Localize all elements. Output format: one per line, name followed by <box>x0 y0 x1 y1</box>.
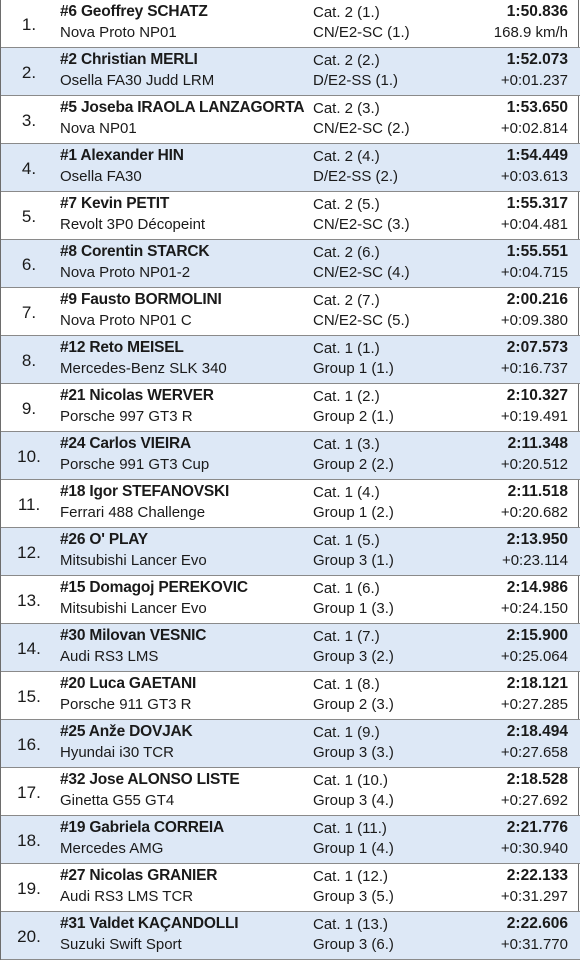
car-model: Mercedes-Benz SLK 340 <box>60 360 227 377</box>
class-rank: Group 3 (1.) <box>313 552 394 569</box>
lap-time: 2:11.348 <box>507 435 568 452</box>
position-number: 18. <box>17 831 41 850</box>
lap-time: 2:15.900 <box>506 627 568 644</box>
lap-time: 1:54.449 <box>506 147 568 164</box>
car-model: Porsche 997 GT3 R <box>60 408 193 425</box>
lap-time: 1:55.551 <box>506 243 568 260</box>
position-number: 6. <box>21 255 37 274</box>
category-rank: Cat. 1 (5.) <box>313 532 380 549</box>
car-model: Audi RS3 LMS <box>60 648 159 665</box>
lap-time: 2:21.776 <box>506 819 568 836</box>
category-rank: Cat. 2 (3.) <box>313 100 380 117</box>
class-rank: Group 1 (4.) <box>313 840 394 857</box>
class-rank: Group 3 (6.) <box>313 936 394 953</box>
lap-time: 1:55.317 <box>506 195 568 212</box>
driver-name: #21 Nicolas WERVER <box>60 387 214 404</box>
driver-name: #8 Corentin STARCK <box>60 243 210 260</box>
category-rank: Cat. 1 (2.) <box>313 388 380 405</box>
table-row <box>1 672 580 720</box>
class-rank: CN/E2-SC (3.) <box>313 216 410 233</box>
driver-name: #12 Reto MEISEL <box>60 339 184 356</box>
car-model: Audi RS3 LMS TCR <box>60 888 194 905</box>
category-rank: Cat. 1 (13.) <box>313 916 389 933</box>
position-number: 8. <box>21 351 37 370</box>
position-number: 17. <box>17 783 41 802</box>
table-row <box>1 624 580 672</box>
class-rank: Group 1 (2.) <box>313 504 394 521</box>
position-number: 4. <box>21 159 37 178</box>
table-row <box>1 432 580 480</box>
table-row <box>1 768 580 816</box>
position-number: 13. <box>17 591 41 610</box>
lap-time: 1:53.650 <box>506 99 568 116</box>
car-model: Porsche 911 GT3 R <box>60 696 192 713</box>
table-row <box>1 144 580 192</box>
lap-time: 2:18.494 <box>506 723 568 740</box>
gap-to-leader: +0:23.114 <box>501 552 568 569</box>
driver-name: #15 Domagoj PEREKOVIC <box>60 579 248 596</box>
class-rank: Group 3 (2.) <box>313 648 394 665</box>
gap-to-leader: +0:27.658 <box>500 744 568 761</box>
car-model: Suzuki Swift Sport <box>60 936 182 953</box>
position-number: 3. <box>21 111 37 130</box>
gap-to-leader: +0:20.682 <box>500 504 568 521</box>
category-rank: Cat. 1 (10.) <box>313 772 389 789</box>
class-rank: CN/E2-SC (2.) <box>313 120 410 137</box>
position-number: 14. <box>17 639 41 658</box>
category-rank: Cat. 2 (6.) <box>313 244 380 261</box>
car-model: Ferrari 488 Challenge <box>60 504 206 521</box>
table-row <box>1 576 580 624</box>
category-rank: Cat. 1 (1.) <box>313 340 380 357</box>
lap-time: 2:22.606 <box>506 915 568 932</box>
car-model: Revolt 3P0 Décopeint <box>60 216 206 233</box>
table-row <box>1 528 580 576</box>
gap-to-leader: +0:19.491 <box>500 408 568 425</box>
driver-name: #19 Gabriela CORREIA <box>60 819 224 836</box>
gap-to-leader: +0:16.737 <box>500 360 568 377</box>
gap-to-leader: +0:02.814 <box>500 120 568 137</box>
table-row <box>1 864 580 912</box>
car-model: Nova Proto NP01 C <box>60 312 192 329</box>
lap-time: 2:00.216 <box>506 291 568 308</box>
driver-name: #7 Kevin PETIT <box>60 195 170 212</box>
category-rank: Cat. 1 (11.) <box>313 820 387 837</box>
lap-time: 1:50.836 <box>506 3 568 20</box>
gap-to-leader: +0:24.150 <box>500 600 568 617</box>
car-model: Mitsubishi Lancer Evo <box>60 552 207 569</box>
position-number: 2. <box>21 63 37 82</box>
lap-time: 1:52.073 <box>506 51 568 68</box>
category-rank: Cat. 1 (7.) <box>313 628 380 645</box>
lap-time: 2:14.986 <box>506 579 568 596</box>
table-row <box>1 384 580 432</box>
category-rank: Cat. 1 (12.) <box>313 868 389 885</box>
lap-time: 2:07.573 <box>506 339 568 356</box>
table-row <box>1 912 580 960</box>
class-rank: Group 2 (2.) <box>313 456 394 473</box>
table-row <box>1 48 580 96</box>
driver-name: #32 Jose ALONSO LISTE <box>60 771 240 788</box>
gap-to-leader: +0:04.715 <box>500 264 568 281</box>
class-rank: D/E2-SS (2.) <box>313 168 399 185</box>
class-rank: Group 1 (1.) <box>313 360 394 377</box>
position-number: 5. <box>21 207 37 226</box>
lap-time: 2:11.518 <box>507 483 568 500</box>
driver-name: #24 Carlos VIEIRA <box>60 435 191 452</box>
driver-name: #27 Nicolas GRANIER <box>60 867 218 884</box>
category-rank: Cat. 1 (4.) <box>313 484 380 501</box>
position-number: 16. <box>17 735 41 754</box>
driver-name: #6 Geoffrey SCHATZ <box>60 3 208 20</box>
car-model: Hyundai i30 TCR <box>60 744 174 761</box>
category-rank: Cat. 2 (5.) <box>313 196 380 213</box>
lap-time: 2:22.133 <box>506 867 568 884</box>
class-rank: Group 2 (3.) <box>313 696 394 713</box>
car-model: Ginetta G55 GT4 <box>60 792 175 809</box>
position-number: 11. <box>17 495 41 514</box>
class-rank: Group 3 (4.) <box>313 792 394 809</box>
car-model: Mitsubishi Lancer Evo <box>60 600 207 617</box>
gap-to-leader: +0:20.512 <box>500 456 568 473</box>
driver-name: #1 Alexander HIN <box>60 147 184 164</box>
driver-name: #18 Igor STEFANOVSKI <box>60 483 230 500</box>
lap-time: 2:10.327 <box>506 387 568 404</box>
gap-to-leader: +0:09.380 <box>500 312 568 329</box>
position-number: 19. <box>17 879 41 898</box>
lap-time: 2:18.121 <box>506 675 568 692</box>
driver-name: #30 Milovan VESNIC <box>60 627 207 644</box>
driver-name: #25 Anže DOVJAK <box>60 723 193 740</box>
category-rank: Cat. 1 (3.) <box>313 436 380 453</box>
gap-to-leader: +0:27.285 <box>500 696 568 713</box>
gap-to-leader: +0:27.692 <box>500 792 568 809</box>
class-rank: CN/E2-SC (1.) <box>313 24 410 41</box>
gap-to-leader: +0:30.940 <box>500 840 568 857</box>
gap-to-leader: 168.9 km/h <box>493 24 568 41</box>
position-number: 15. <box>17 687 41 706</box>
gap-to-leader: +0:31.297 <box>500 888 568 905</box>
table-row <box>1 720 580 768</box>
table-row <box>1 96 580 144</box>
class-rank: CN/E2-SC (5.) <box>313 312 410 329</box>
class-rank: Group 2 (1.) <box>313 408 394 425</box>
gap-to-leader: +0:03.613 <box>500 168 568 185</box>
class-rank: D/E2-SS (1.) <box>313 72 399 89</box>
gap-to-leader: +0:25.064 <box>500 648 568 665</box>
lap-time: 2:13.950 <box>506 531 568 548</box>
class-rank: Group 1 (3.) <box>313 600 394 617</box>
driver-name: #20 Luca GAETANI <box>60 675 197 692</box>
driver-name: #31 Valdet KAÇANDOLLI <box>60 915 239 932</box>
position-number: 12. <box>17 543 41 562</box>
lap-time: 2:18.528 <box>506 771 568 788</box>
car-model: Mercedes AMG <box>60 840 164 857</box>
class-rank: CN/E2-SC (4.) <box>313 264 410 281</box>
class-rank: Group 3 (5.) <box>313 888 394 905</box>
table-row <box>1 0 580 48</box>
driver-name: #5 Joseba IRAOLA LANZAGORTA <box>60 99 305 116</box>
table-row <box>1 192 580 240</box>
position-number: 20. <box>17 927 41 946</box>
table-row <box>1 288 580 336</box>
class-rank: Group 3 (3.) <box>313 744 394 761</box>
table-row <box>1 816 580 864</box>
category-rank: Cat. 2 (7.) <box>313 292 380 309</box>
table-row <box>1 336 580 384</box>
table-row <box>1 240 580 288</box>
gap-to-leader: +0:04.481 <box>500 216 568 233</box>
category-rank: Cat. 2 (2.) <box>313 52 380 69</box>
car-model: Porsche 991 GT3 Cup <box>60 456 210 473</box>
category-rank: Cat. 2 (1.) <box>313 4 380 21</box>
category-rank: Cat. 1 (8.) <box>313 676 380 693</box>
position-number: 10. <box>17 447 41 466</box>
car-model: Nova Proto NP01 <box>60 24 177 41</box>
car-model: Osella FA30 <box>60 168 142 185</box>
car-model: Nova Proto NP01-2 <box>60 264 191 281</box>
driver-name: #9 Fausto BORMOLINI <box>60 291 222 308</box>
gap-to-leader: +0:01.237 <box>500 72 568 89</box>
gap-to-leader: +0:31.770 <box>500 936 568 953</box>
car-model: Osella FA30 Judd LRM <box>60 72 215 89</box>
position-number: 7. <box>21 303 37 322</box>
position-number: 9. <box>21 399 37 418</box>
category-rank: Cat. 1 (6.) <box>313 580 380 597</box>
table-row <box>1 480 580 528</box>
category-rank: Cat. 2 (4.) <box>313 148 380 165</box>
position-number: 1. <box>21 15 37 34</box>
category-rank: Cat. 1 (9.) <box>313 724 380 741</box>
driver-name: #26 O' PLAY <box>60 531 148 548</box>
driver-name: #2 Christian MERLI <box>60 51 198 68</box>
car-model: Nova NP01 <box>60 120 137 137</box>
